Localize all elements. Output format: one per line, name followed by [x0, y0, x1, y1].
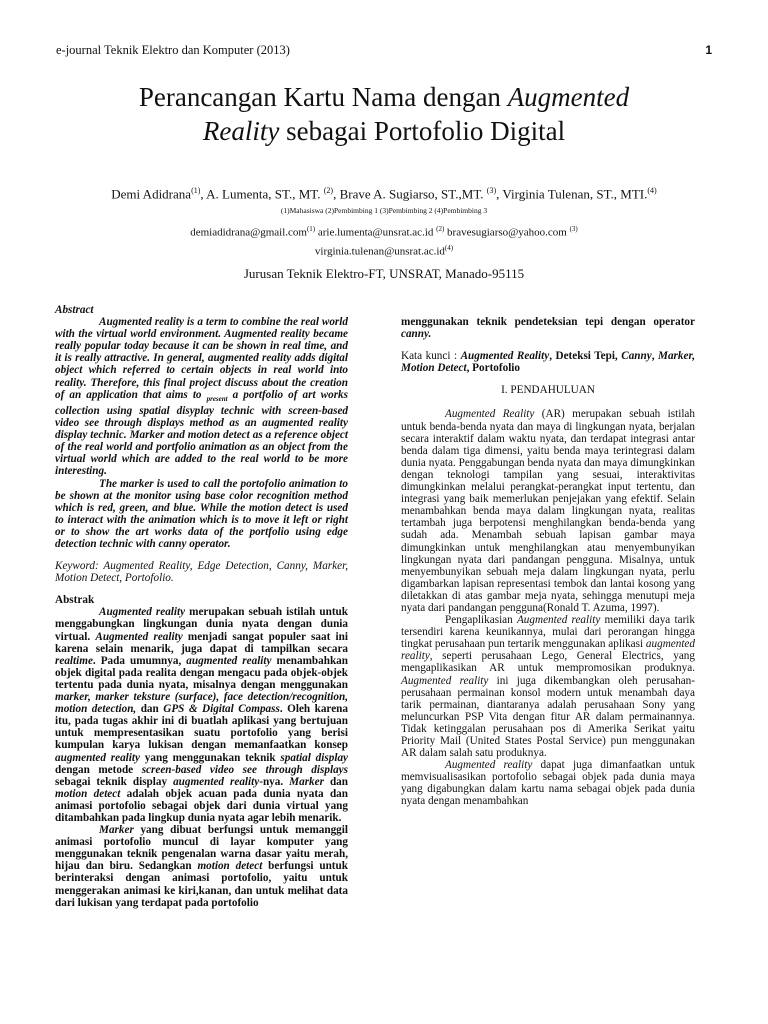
abstrak-text: motion detect: [197, 860, 263, 873]
keywords: Keyword: Augmented Reality, Edge Detection, Canny, Marker, Motion Detect, Portofolio.: [55, 560, 348, 585]
abstrak-text: realtime: [55, 654, 93, 667]
abstract-text: a portfolio of art works collection using spatial disyplay technic with screen-based video see through displays method as an augmented reality display technic. Marker and motion detect as a reference object of the real world and portfolio animation as an object from the virtual world which are added to the real world to be more interesting.: [55, 388, 349, 478]
email: bravesugiarso@yahoo.com: [444, 226, 570, 239]
email-ref: (1): [306, 225, 316, 233]
kata-kunci-term: , Deteksi Tepi,: [549, 350, 622, 363]
left-column: [55, 304, 348, 909]
abstrak-text: GPS & Digital Compass: [163, 703, 280, 716]
right-column: [401, 316, 695, 808]
body-text: Augmented reality: [401, 674, 489, 687]
author-list: [30, 186, 738, 202]
abstrak-text: canny.: [401, 328, 432, 341]
body-text: Pengaplikasian: [445, 614, 517, 627]
abstrak-text: motion detect: [55, 787, 121, 800]
author-emails: [60, 222, 708, 259]
abstrak-text: Augmented reality: [95, 630, 183, 643]
kata-kunci: [401, 350, 695, 374]
title-part: Perancangan Kartu Nama dengan: [138, 82, 508, 112]
abstrak-text: Augmented reality: [99, 606, 186, 619]
abstract-paragraph: The marker is used to call the portofolio animation to be shown at the monitor using base color recognition method which is red, green, and blue. While the motion detect is used to interact with the animation which is to move it left or right or to show the art works data of the portfolio using edge detection technic with canny operator.: [55, 477, 348, 551]
abstrak-continuation: [401, 316, 695, 340]
email: arie.lumenta@unsrat.ac.id: [315, 226, 437, 239]
abstrak-text: spatial display: [280, 751, 348, 764]
abstrak-heading: Abstrak: [55, 594, 95, 607]
kata-kunci-term: Canny: [621, 350, 652, 363]
paper-title: [40, 80, 728, 148]
email: demiadidrana@gmail.com: [190, 226, 307, 239]
affiliation: Jurusan Teknik Elektro-FT, UNSRAT, Manado-95115: [243, 266, 525, 281]
body-text: , seperti perusahaan Lego, General Electrics, yang mengaplikasikan AR untuk mempromosikan produknya.: [401, 650, 695, 675]
body-text: memiliki daya tarik tersendiri karena keunikannya, mulai dari perorangan hingga tingkat perusahaan pun tertarik menggunakan aplikasi: [401, 614, 695, 651]
body-text: dapat juga dimanfaatkan untuk memvisualisasikan portofolio sebagai objek pada dunia maya yang digabungkan dalam kartu nama sebagai objek pada dunia nyata dengan menambahkan: [401, 759, 695, 808]
abstrak-text: menggunakan teknik pendeteksian tepi dengan operator: [401, 316, 695, 328]
body-paragraph: [401, 408, 695, 614]
body-text: Augmented reality: [516, 614, 601, 627]
abstrak-text: -nya.: [259, 775, 290, 788]
abstrak-paragraph: [55, 824, 348, 909]
kata-kunci-term: , Portofolio: [466, 362, 521, 375]
author-ref: (1): [191, 186, 201, 195]
body-text: augmented reality: [401, 638, 695, 663]
author-name: , A. Lumenta, ST., MT.: [200, 186, 324, 202]
abstrak-text: dan: [323, 775, 348, 788]
abstrak-text: . Pada umumnya,: [92, 654, 187, 667]
abstrak-text: Marker: [99, 824, 134, 837]
author-ref: (2): [323, 186, 334, 195]
body-text: Augmented reality: [445, 759, 533, 772]
abstrak-paragraph: [55, 606, 348, 824]
abstrak-text: augmented reality: [186, 654, 272, 667]
author-name: Demi Adidrana: [111, 186, 192, 202]
abstrak-text: marker, marker teksture (surface), face detection/recognition, motion detection,: [55, 691, 348, 716]
abstract-text: present: [206, 394, 228, 403]
title-part: Reality: [202, 116, 280, 146]
author-ref: (4): [647, 186, 657, 195]
journal-name: e-journal Teknik Elektro dan Komputer (2013): [56, 43, 290, 57]
page-number: 1: [705, 43, 712, 57]
abstrak-text: merupakan sebuah istilah untuk menggabungkan lingkungan dunia nyata dengan dunia virtual.: [55, 606, 348, 643]
abstrak-text: sebagai teknik display: [55, 775, 174, 788]
abstrak-text: screen-based video see through displays: [141, 763, 348, 776]
abstrak-text: adalah objek acuan pada dunia nyata dan animasi portofolio sebagai objek dari dunia virtual yang ditambahkan pada lingkup dunia nyata agar lebih menarik.: [55, 787, 348, 824]
abstract-paragraph: [55, 316, 348, 477]
abstract-heading: Abstract: [55, 304, 94, 316]
body-paragraph: [401, 614, 695, 759]
abstrak-text: augmented reality: [55, 751, 140, 764]
abstrak-text: berfungsi untuk berinteraksi dengan animasi portofolio, yaitu untuk menggerakan animasi ke kiri,kanan, dan untuk melihat data dari lukisan yang terdapat pada portofolio: [55, 860, 348, 909]
title-part: Augmented: [507, 82, 630, 112]
kata-kunci-term: ,: [651, 350, 658, 363]
abstrak-text: Marker: [289, 775, 324, 788]
author-roles: (1)Mahasiswa (2)Pembimbing 1 (3)Pembimbing 2 (4)Pembimbing 3: [280, 206, 488, 215]
abstrak-text: dan: [136, 703, 164, 716]
body-text: (AR) merupakan sebuah istilah untuk benda-benda nyata dan maya di lingkungan nyata, berjalan secara interaktif dalam waktu nyata, dan terdapat integrasi antar benda dalam tiga dimensi, yaitu benda maya terintegrasi dalam dunia nyata. Penggabungan benda nyata dan maya dimungkinkan dengan teknologi tampilan yang sesuai, interaktivitas dimungkinkan melalui perangkat-perangkat input tertentu, dan integrasi yang baik memerlukan penjejakan yang efektif. Selain menambahkan benda maya dalam lingkungan nyata, realitas tertambah juga berpotensi menghilangkan benda-benda yang sudah ada. Menambah sebuah lapisan gambar maya dimungkinkan untuk menghilangkan atau menyembunyikan lingkungan nyata dari pandangan pengguna. Misalnya, untuk menyembunyikan sebuah meja dalam lingkungan nyata, perlu digambarkan lapisan representasi tembok dan lantai kosong yang diletakkan di atas gambar meja nyata, sehingga menutupi meja nyata dari pandangan pengguna(Ronald T. Azuma, 1997).: [401, 408, 695, 614]
body-text: ini juga dikembangkan oleh perusahan-perusahaan permainan konsol modern untuk menambah daya tarik permainan, diantaranya adalah perusahaan Sony yang meluncurkan PSP Vita dengan fitur AR dalam permainannya. Tidak ketinggalan perusahaan pos di Amerika Serikat yaitu Priority Mail (United States Postal Service) pun menggunakan AR dalam salah satu produknya.: [401, 674, 695, 760]
running-header: [56, 43, 712, 58]
email: virginia.tulenan@unsrat.ac.id: [314, 245, 445, 258]
abstrak-text: . Oleh karena itu, pada tugas akhir ini di buatlah aplikasi yang bertujuan untuk mempresentasikan suatu portofolio yang berisi kumpulan karya lukisan dengan memanfaatkan konsep: [55, 703, 348, 752]
author-name: , Brave A. Sugiarso, ST.,MT.: [333, 186, 487, 202]
body-text: Augmented Reality: [445, 408, 535, 421]
author-ref: (3): [486, 186, 497, 195]
abstrak-text: menjadi sangat populer saat ini karena selain menarik, juga dapat di tampilkan secara: [55, 630, 348, 655]
section-heading: I. PENDAHULUAN: [501, 384, 595, 397]
abstrak-text: dengan metode: [55, 763, 142, 776]
abstrak-text: yang menggunakan teknik: [139, 751, 281, 764]
email-ref: (2): [436, 225, 445, 233]
body-paragraph: [401, 759, 695, 807]
kata-kunci-term: Marker, Motion Detect: [401, 350, 695, 375]
kata-kunci-label: Kata kunci :: [401, 350, 461, 363]
abstrak-text: augmented reality: [173, 775, 260, 788]
title-part: sebagai Portofolio Digital: [279, 116, 566, 146]
email-ref: (4): [444, 243, 454, 252]
author-name: , Virginia Tulenan, ST., MTI.: [496, 186, 648, 202]
abstrak-text: yang dibuat berfungsi untuk memanggil animasi portofolio muncul di layar komputer yang menggunakan teknik pengenalan warna dasar yaitu merah, hijau dan biru. Sedangkan: [55, 824, 348, 873]
abstract-text: Augmented reality is a term to combine the real world with the virtual world environment. Augmented reality became really popular today because it can be shown in real time, and it is really attractive. In general, augmented reality adds digital object which referred to certain objects in real world into reality. Therefore, this final project discuss about the creation of an application that aims to: [55, 316, 348, 401]
abstrak-text: menambahkan objek digital pada realita dengan mengacu pada objek-objek tertentu pada dunia nyata, misalnya dengan menggunakan: [55, 654, 348, 691]
email-ref: (3): [569, 225, 578, 233]
kata-kunci-term: Augmented Reality: [460, 350, 550, 363]
